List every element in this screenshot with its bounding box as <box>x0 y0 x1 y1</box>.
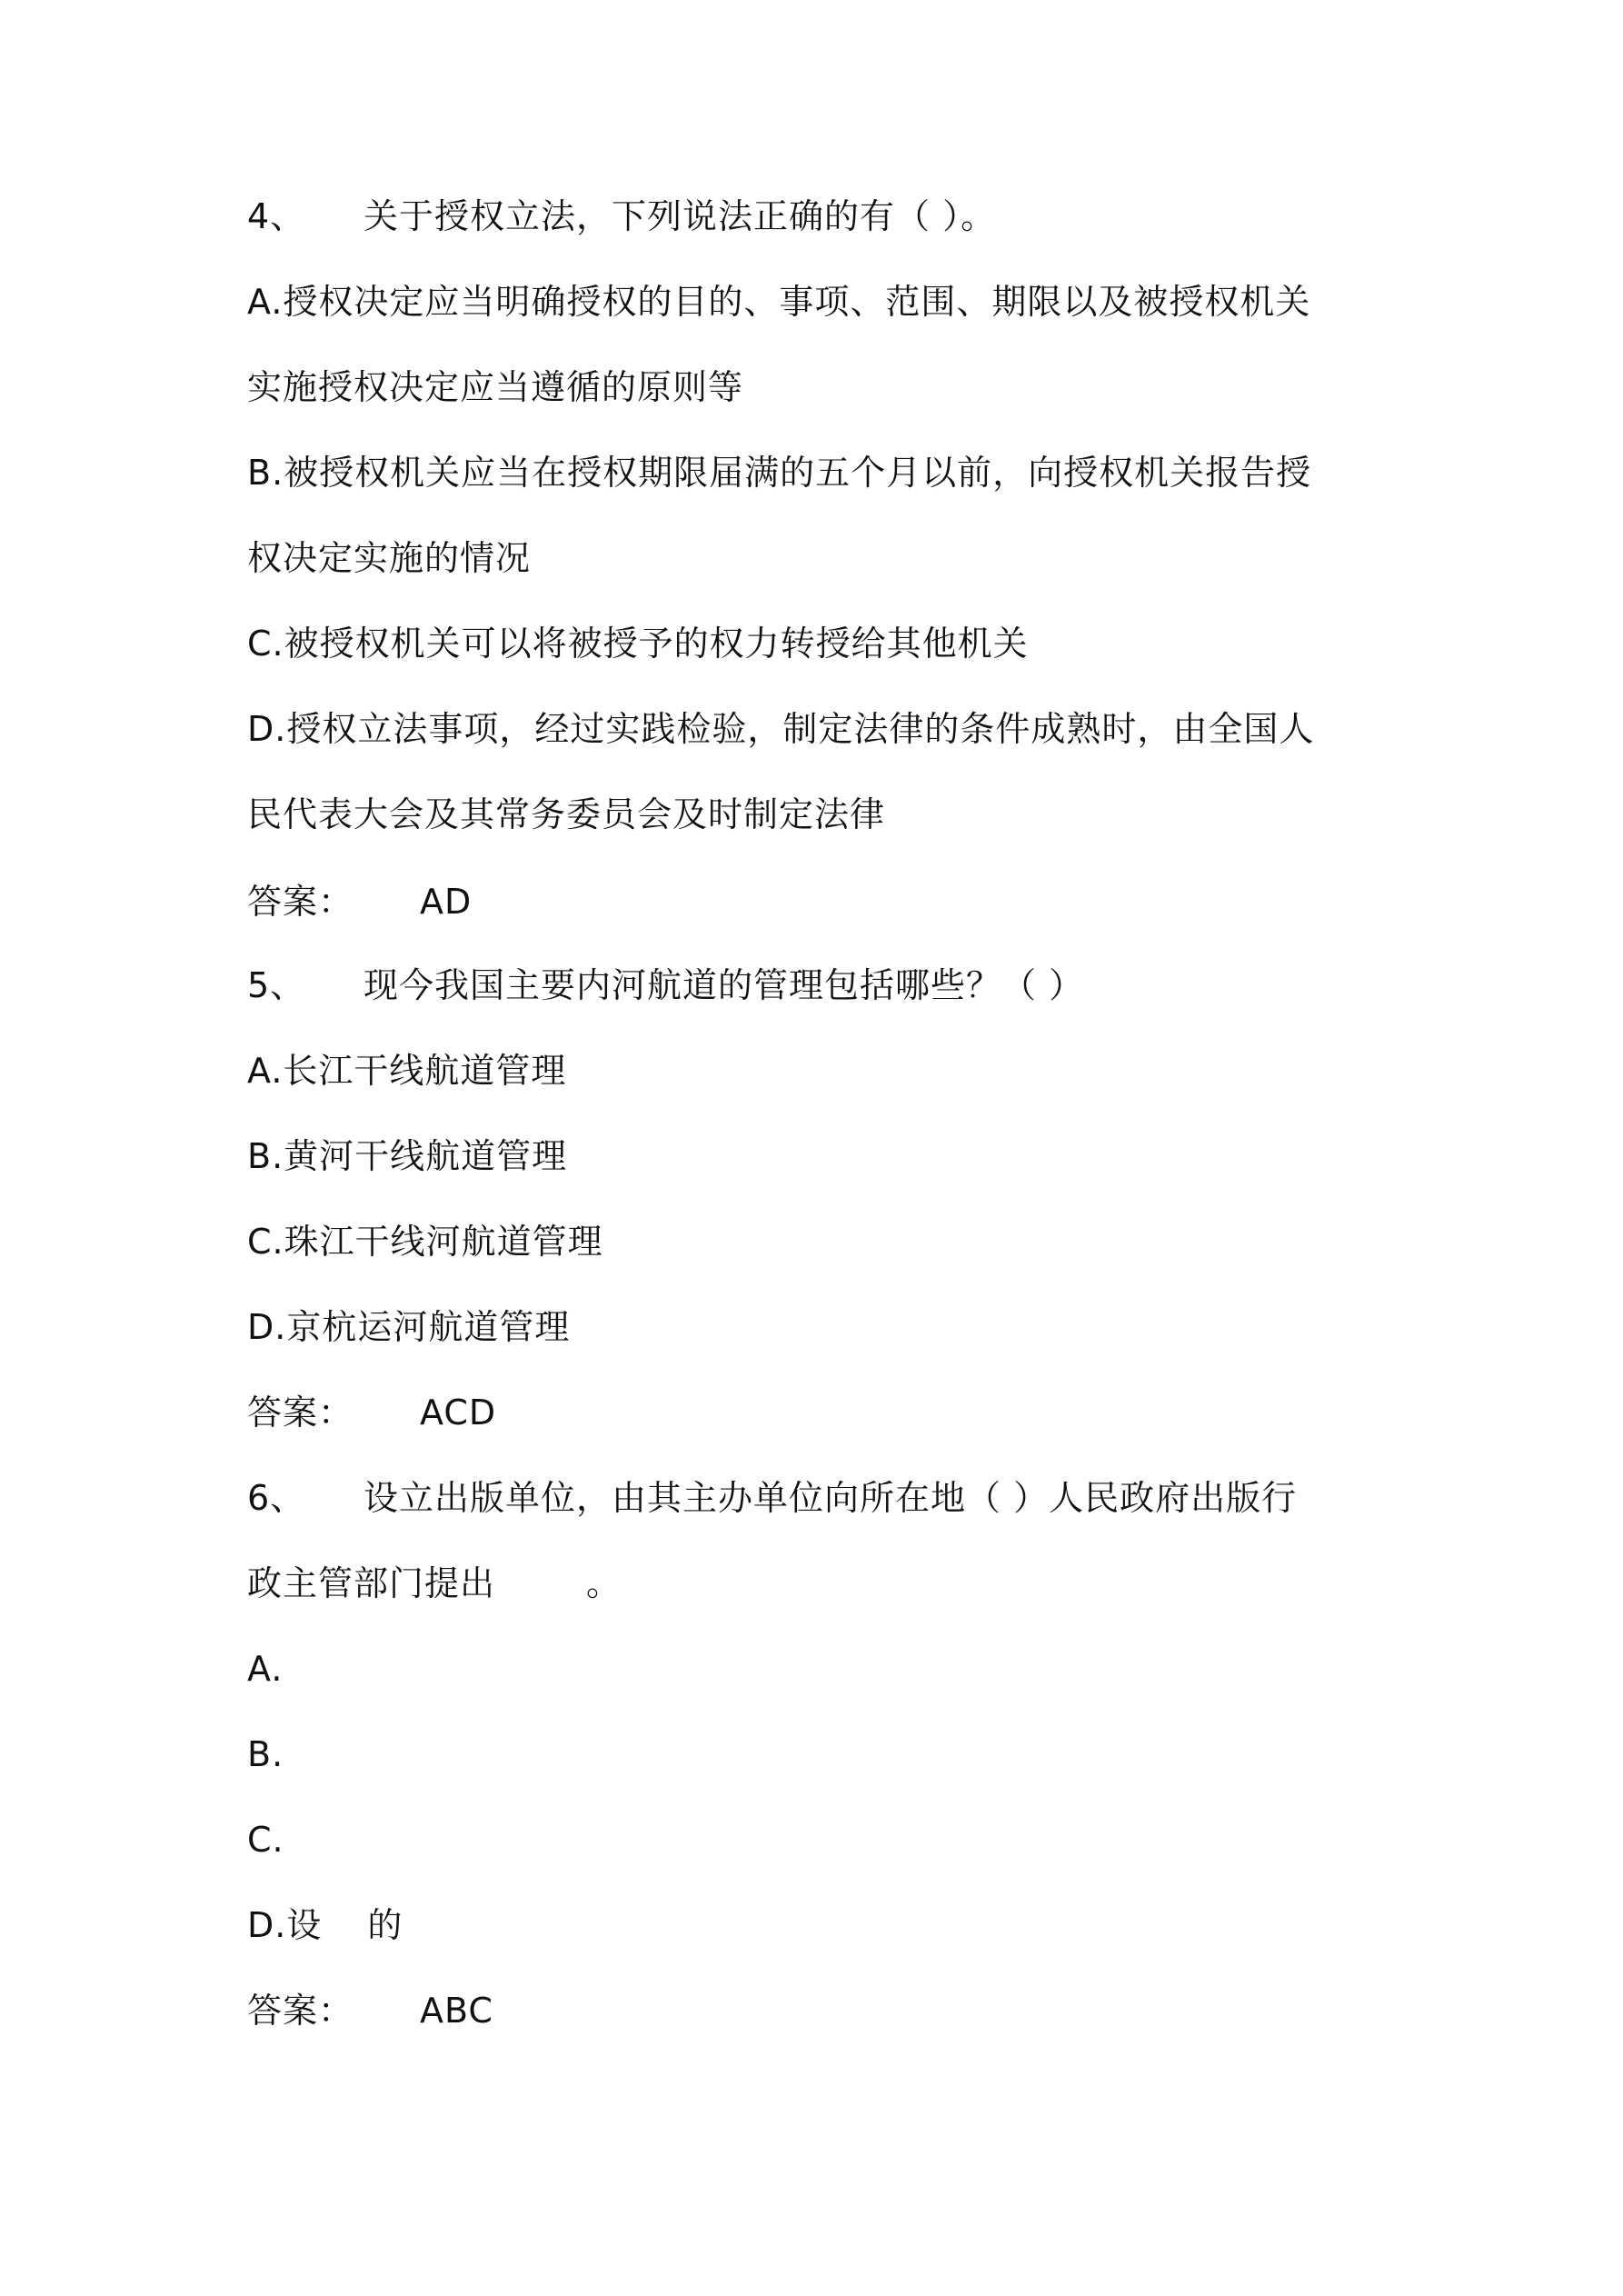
answer-row <box>247 1385 1410 1440</box>
question-text: 现今我国主要内河航道的管理包括哪些？（ ） <box>363 965 1085 1005</box>
answer-row <box>247 1983 1410 2038</box>
question-text: 设立出版单位，由其主办单位向所在地（ ）人民政府出版行 <box>363 1478 1298 1518</box>
question-number: 6、 <box>247 1478 306 1518</box>
option-c-line1: C.珠江干线河航道管理 <box>247 1222 603 1262</box>
answer-label: 答案： <box>247 1991 354 2031</box>
question-number: 4、 <box>247 196 306 236</box>
answer-value: ACD <box>420 1393 497 1433</box>
answer-label: 答案： <box>247 1393 354 1433</box>
option-b-line1: B.黄河干线航道管理 <box>247 1136 568 1176</box>
question-6-stem-line2 <box>247 1556 1410 1611</box>
option-d-line1: D.授权立法事项，经过实践检验，制定法律的条件成熟时，由全国人 <box>247 709 1315 749</box>
option-d-line2: 民代表大会及其常务委员会及时制定法律 <box>247 794 886 834</box>
option-d-text-end: 的 <box>367 1905 403 1945</box>
option-a-line1: A.长江干线航道管理 <box>247 1051 567 1091</box>
question-text-cont: 政主管部门提出 <box>247 1563 496 1603</box>
option-b-line2: 权决定实施的情况 <box>247 538 532 578</box>
option-d-line1 <box>247 1898 1410 1952</box>
option-a-line1: A.授权决定应当明确授权的目的、事项、范围、期限以及被授权机关 <box>247 282 1311 322</box>
answer-value: AD <box>420 882 473 922</box>
option-a-line1: A. <box>247 1649 284 1689</box>
question-6-stem <box>247 1471 1410 1525</box>
option-b-line1: B. <box>247 1734 284 1774</box>
option-d-line1: D.京杭运河航道管理 <box>247 1307 571 1347</box>
question-4-stem <box>247 189 1410 244</box>
option-a-line2: 实施授权决定应当遵循的原则等 <box>247 367 744 407</box>
answer-value: ABC <box>420 1991 493 2031</box>
answer-label: 答案： <box>247 882 354 922</box>
option-c-line1: C.被授权机关可以将被授予的权力转授给其他机关 <box>247 624 1029 664</box>
question-5-stem <box>247 958 1410 1013</box>
question-number: 5、 <box>247 965 306 1005</box>
option-b-line1: B.被授权机关应当在授权期限届满的五个月以前，向授权机关报告授 <box>247 453 1312 493</box>
question-text-end: 。 <box>586 1563 622 1603</box>
option-c-line1: C. <box>247 1820 284 1860</box>
option-d-text: D.设 <box>247 1905 323 1945</box>
question-text: 关于授权立法，下列说法正确的有（ ）。 <box>363 196 997 236</box>
answer-row <box>247 874 1410 929</box>
